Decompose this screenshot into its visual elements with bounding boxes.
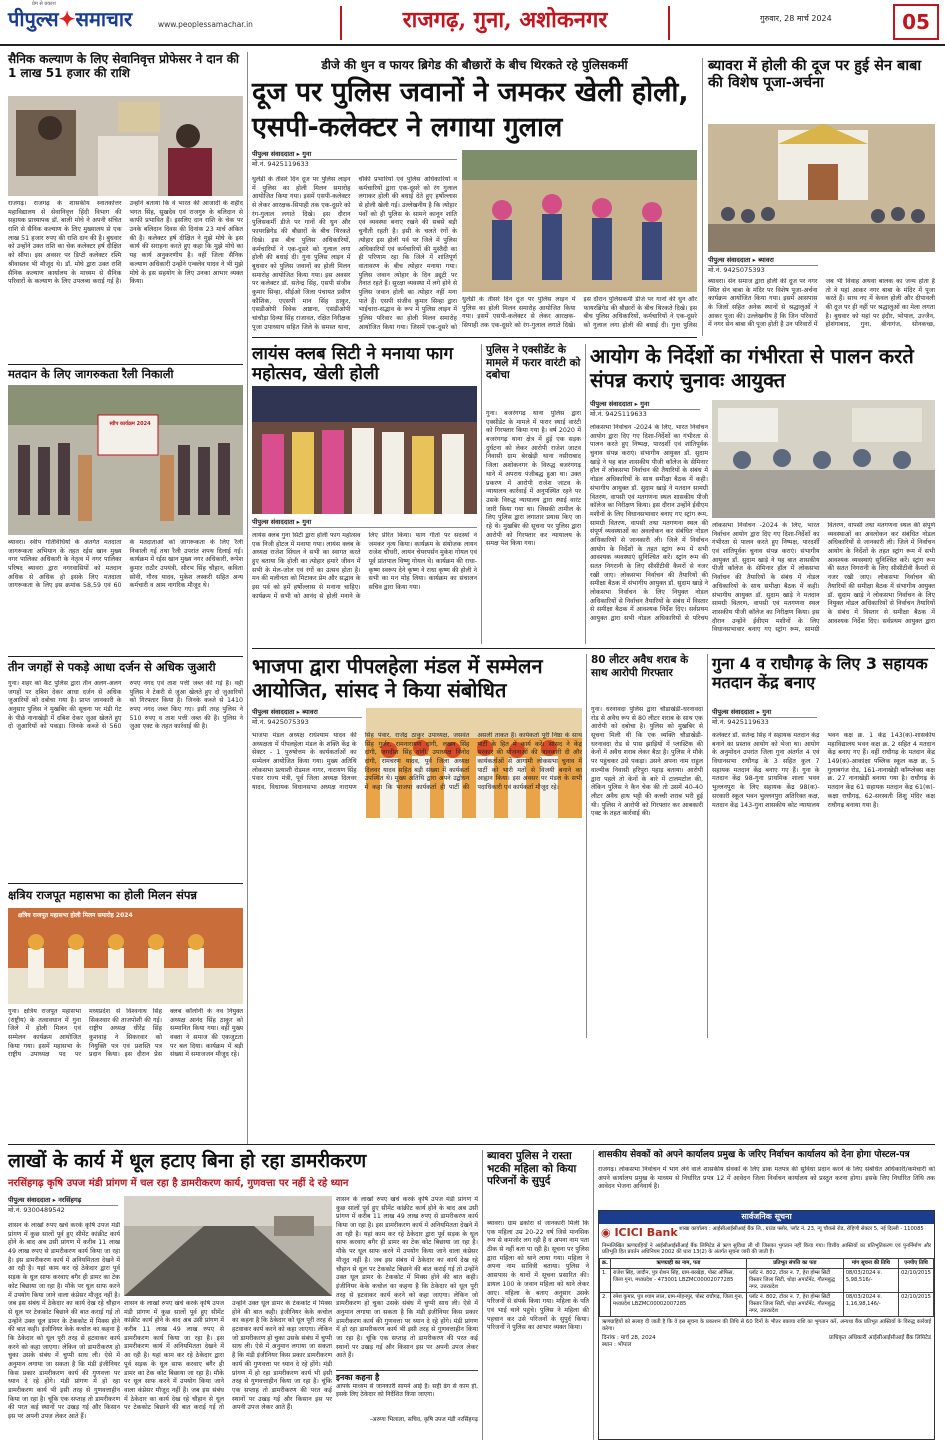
a7-headline: लायंस क्लब सिटी ने मनाया फाग महोत्सव, खेली होली — [252, 344, 454, 385]
divider — [8, 883, 243, 884]
quote-text: आपके माध्यम से जानकारी सामने आई है। सही ढंग से काम हो, इसके लिए ठेकेदार को निर्देशित किया जाएगा। — [336, 1382, 478, 1398]
a2-photo-icon — [8, 385, 243, 535]
divider — [252, 337, 697, 338]
reporter: पीपुल्स संवाददाता — [252, 150, 295, 158]
divider — [8, 1144, 935, 1145]
a10-mobile-line — [252, 718, 362, 727]
notice-date-place — [602, 1335, 656, 1350]
a1-body: राजगढ़। राजगढ़ के शासकीय स्नातकोत्तर महाविद्यालय से सेवानिवृत्त हिंदी विभाग की सहायक प्राध्यापक डॉ. बाली मोघे ने अपनी संचित राशि से सैनिक कल्याण के लिए मुख्यालय से एक लाख 51 हजार रुपए की राशि दान की है। बुधवार को उन्होंने उक्त राशि का चेक कलेक्टर हर्ष दीक्षित को सौंपा। इस अवसर पर डिप्टी कलेक्टर रश्मि श्रीवास्तव भी मौजूद थे। डॉ. मोघे द्वारा उक्त राशि सैनिक कल्याण कार्यालय के माध्यम से सैनिक परिवारों के कल्याण के लिए उपलब्ध कराई गई है। उन्होंने बताया कि वे भारत की आजादी के शहीद भगत सिंह, सुखदेव एवं राजगुरु के बलिदान से काफी प्रभावित हैं। इसलिए दान राशि के चेक पर उनके बलिदान दिवस की दिनांक 23 मार्च अंकित की है। कलेक्टर हर्ष दीक्षित ने मुझे मोघे के इस कार्य की सराहना करते हुए कहा कि मुझे मोघे का यह कार्य अनुकरणीय है। वहीं जिला सैनिक कल्याण अधिकारी उन्होंने एन्क्लेव यादव ने भी मुझे मोघे के इस सहयोग के लिए उनका आभार व्यक्त किया। — [8, 200, 243, 286]
page-number: 05 — [893, 4, 939, 40]
notice-signatory: प्राधिकृत अधिकारी आईसीआईसीआई बैंक लिमिटेड — [829, 1334, 931, 1341]
place: नरसिंहगढ़ — [58, 1196, 82, 1204]
column-rule — [585, 344, 586, 644]
notice-table — [599, 1258, 934, 1317]
place: गुना — [302, 150, 312, 158]
quote-heading: इनका कहना है — [336, 1373, 380, 1382]
a13-body-2: शासन के लाखों रुपए खर्च करके कृषि उपज मंडी प्रांगण में कुछ सालों पूर्व हुए सीमेंट कांक्रीट कार्य होने के बाद अब उसी प्रांगण में करीब 11 लाख 49 लाख रुपए से डामरीकरण कार्य किया जा रहा है। इस डामरीकरण कार्य में अनियमितता देखने में आ रही है। यहां काम कर रहे ठेकेदार द्वारा पूर्व सड़क के धूल साफ करवाए बगैर ही डामर का टेक कोट बिछाया जा रहा है। मौके पर धूल साफ करने में उपयोग किया जाने वाला कंप्रेसर मौजूद नहीं है। जब इस संबंध में ठेकेदार का कार्य देख रहे चौहान से धूल पर टेककोट बिछाने की बात कराई गई तो उन्होंने उक्त धूल डामर के टेककोट में मिक्स होने की बात कही। इंजीनियर केके कचोल का कहना है कि ठेकेदार को धूल पूरी तरह से हटवाकर कार्य करने को कहा जाएगा। लेकिन जो डामरीकरण हो चुका उसके संबंध में चुप्पी साध ली। ऐसे में अनुमान लगाया जा सकता है कि मंडी इंजीनियर किस प्रकार डामरीकरण कार्य की गुणवत्ता पर ध्यान दे रहे होंगे। मंडी प्रांगण में हो रहा डामरीकरण कार्य भी इसी तरह से गुणवत्ताहीन किया जा रहा है। चूंकि एक सप्ताह तो डामरीकरण की परत कई स्थानों पर उखड़ गई और किसान इस पर अपनी उपज लेकर आते हैं। — [124, 1300, 332, 1412]
a4-body: गुना। क्षत्रिय राजपूत महासभा (राष्ट्रीय) के तत्वावधान में गुना जिले में होली मिलन एवं सम्मेलन कार्यक्रम आयोजित किया गया। इसमें महासभा के राष्ट्रीय उपाध्यक्ष पद पर मध्यप्रदेश से विश्वनाथ सिंह सिकरवार की ताजपोशी की गई। राष्ट्रीय अध्यक्ष धीरेंद्र सिंह कुशवाह ने सिकरवार को नियुक्ति पत्र एवं प्रशस्ति पत्र प्रदान किया। इस दौरान प्रेस क्लब कॉलोनी के नव नियुक्त अध्यक्ष आनंद सिंह ठाकुर को सम्मानित किया गया। वहीं मुख्य वक्ता ने समाज की एकजुटता पर बल दिया। कार्यक्रम में बड़ी संख्या में समाजजन मौजूद रहे। — [8, 1008, 243, 1059]
notice-col-header: एनपीए तिथि — [899, 1259, 934, 1269]
logo-right: समाचार — [75, 7, 133, 31]
column-rule — [481, 344, 482, 644]
notice-date: दिनांक : मार्च 28, 2024 — [602, 1334, 656, 1341]
a6-headline: ब्यावरा में होली की दूज पर हुई सेन बाबा की विशेष पूजा-अर्चना — [708, 58, 922, 92]
a5-photo-icon — [462, 150, 697, 292]
a7-photo-icon — [252, 386, 477, 514]
a5-body-1: धुलेंडी के तीसरे दिन दूज पर पुलिस लाइन में पुलिस का होली मिलन समारोह आयोजित किया गया। इसमें एसपी-कलेक्टर से लेकर आरक्षक-सिपाही तक एक-दूसरे को रंग-गुलाल लगाते दिखे। इस दौरान पुलिसकर्मी डीजे पर गानों की धुन और फायरब्रिगेड की बौछारों के बीच थिरकते दिखे। इस बीच पुलिस अधिकारियों, कर्मचारियों ने एक-दूसरे को गुलाल लगा होली की बधाई दी। गुना पुलिस लाइन में बुधवार को पुलिस जवानों का होली मिलन समारोह आयोजित किया गया। इस अवसर पर कलेक्टर डॉ. सतेन्द्र सिंह, एसपी संजीव कुमार सिन्हा, सीईओ जिला पंचायत प्रवीण कौशिक, एएसपी मान सिंह ठाकुर, एसडीओपी विवेक अष्ठाना, एसडीओपी चांचौड़ा दिव्या सिंह राजावत, रक्षित निरीक्षक पूजा उपाध्याय सहित जिले के समस्त थाना, चौकी प्रभारियों एवं पुलिस अधिकारियों व कर्मचारियों द्वारा एक-दूसरे को रंग गुलाल लगाकर होली की बधाई देते हुए हर्षोल्लास से होली खेली गई। उल्लेखनीय है कि त्योहार पर्वों को ही पुलिस के सामने कानून शांति एवं व्यवस्था बनाए रखने की सबसे बड़ी चुनौती रहती है। इसी के चलते रंगों के त्योहार इस होली पर्व पर जिले में पुलिस अधिकारियों एवं कर्मचारियों की मुस्तैदी का ही परिणाम रहा कि जिले में शांतिपूर्ण वातावरण के बीच त्योहार मनाया गया। पुलिस जवान त्योहार के दिन ड्यूटी पर तैनात रहते हैं। सुरक्षा व्यवस्था में लगे होने से पुलिस जवान होली का त्योहार नहीं मना पाते हैं। एसपी संजीव कुमार सिन्हा द्वारा भाईचारा-सद्भाव के रूप में पुलिस लाइन में पुलिस परिवार का होली मिलन समारोह आयोजित किया गया। जिसमें एक-दूसरे को — [252, 176, 457, 331]
a5-kicker: डीजे की धुन व फायर ब्रिगेड की बौछारों के बीच थिरकते रहे पुलिसकर्मी — [321, 58, 628, 72]
a6-photo-icon — [708, 124, 935, 252]
a3-headline: तीन जगहों से पकड़े आधा दर्जन से अधिक जुआरी — [8, 660, 216, 674]
reporter: पीपुल्स संवाददाता — [8, 1196, 51, 1204]
reporter: पीपुल्स संवाददाता — [708, 256, 751, 264]
column-rule — [247, 52, 248, 1144]
table-cell: 08/03/2024 रु. 1,16,98,146/- — [843, 1293, 898, 1317]
column-rule — [586, 654, 587, 1038]
a15-body: राजगढ़। लोकसभा निर्वाचन में भाग लेने वाले शासकीय सेवकों के लिए डाक मतपत्र की सुविधा प्रदान करने के लिए संबंधित अधिकारी/कर्मचारी को अपने कार्यालय प्रमुख के माध्यम से निर्धारित प्रपत्र 12 में आवेदन जिला निर्वाचन कार्यालय को प्रस्तुत करना होगा। इसके लिए निर्धारित तिथि तक आवेदन भेजना अनिवार्य है। — [598, 1166, 935, 1191]
a7-photo — [252, 386, 477, 514]
table-cell: प्लॉट नं. 802, टॉवर न. 7, हेरा होम्स सिटी विस्तार जिला सिटी, थोड़ा अपार्टमेंट, गौतमबुद्ध नगर, उत्तरप्रदेश — [746, 1293, 843, 1317]
public-notice — [598, 1210, 935, 1440]
a13-body: शासन के लाखों रुपए खर्च करके कृषि उपज मंडी प्रांगण में कुछ सालों पूर्व हुए सीमेंट कांक्रीट कार्य होने के बाद अब उसी प्रांगण में करीब 11 लाख 49 लाख रुपए से डामरीकरण कार्य किया जा रहा है। इस डामरीकरण कार्य में अनियमितता देखने में आ रही है। यहां काम कर रहे ठेकेदार द्वारा पूर्व सड़क के धूल साफ करवाए बगैर ही डामर का टेक कोट बिछाया जा रहा है। मौके पर धूल साफ करने में उपयोग किया जाने वाला कंप्रेसर मौजूद नहीं है। जब इस संबंध में ठेकेदार का कार्य देख रहे चौहान से धूल पर टेककोट बिछाने की बात कराई गई तो उन्होंने उक्त धूल डामर के टेककोट में मिक्स होने की बात कही। इंजीनियर केके कचोल का कहना है कि ठेकेदार को धूल पूरी तरह से हटवाकर कार्य करने को कहा जाएगा। लेकिन जो डामरीकरण हो चुका उसके संबंध में चुप्पी साध ली। ऐसे में अनुमान लगाया जा सकता है कि मंडी इंजीनियर किस प्रकार डामरीकरण कार्य की गुणवत्ता पर ध्यान दे रहे होंगे। मंडी प्रांगण में हो रहा डामरीकरण कार्य भी इसी तरह से गुणवत्ताहीन किया जा रहा है। चूंकि एक सप्ताह तो डामरीकरण की परत कई स्थानों पर उखड़ गई और किसान इस पर अपनी उपज लेकर आते हैं। — [8, 1222, 120, 1421]
reporter: पीपुल्स संवाददाता — [590, 400, 633, 408]
a9-mobile-line — [590, 410, 700, 419]
reporter: पीपुल्स संवाददाता — [712, 708, 755, 716]
notice-col-header: मांग सूचना की तिथि — [843, 1259, 898, 1269]
reporter: पीपुल्स संवाददाता — [252, 518, 295, 526]
notice-bank-row — [599, 1224, 934, 1243]
a5-body-2: धुलेंडी के तीसरे दिन दूज पर पुलिस लाइन में पुलिस का होली मिलन समारोह आयोजित किया गया। इसमें एसपी-कलेक्टर से लेकर आरक्षक-सिपाही तक एक-दूसरे को रंग-गुलाल लगाते दिखे। इस दौरान पुलिसकर्मी डीजे पर गानों की धुन और फायरब्रिगेड की बौछारों के बीच थिरकते दिखे। इस बीच पुलिस अधिकारियों, कर्मचारियों ने एक-दूसरे को गुलाल लगा होली की बधाई दी। गुना पुलिस — [462, 296, 697, 330]
a13-mobile-line — [8, 1206, 118, 1215]
a2-photo — [8, 385, 243, 535]
a8-body: गुना। बजरंगगढ़ थाना पुलिस द्वारा एक्सीडेंट के मामले में फरार स्थाई वारंटी को गिरफ्तार किया गया है। वर्ष 2020 में बजरंगगढ़ थाना क्षेत्र में हुई एक सड़क दुर्घटना को लेकर आरोपी राजेश जाटव निवासी ग्राम बेरखेड़ी थाना नसीराबाद जिला अशोकनगर के विरुद्ध बजरंगगढ़ थाने में अपराध पंजीबद्ध हुआ था। उक्त प्रकरण में आरोपी राजेश जाटव के न्यायालय कार्रवाई में अनुपस्थित रहने पर उसके विरुद्ध न्यायालय द्वारा स्थाई वारंट जारी किया गया था। जिसकी तामील के लिए पुलिस द्वारा लगातार प्रयास किए जा रहे थे। मुखबिर की सूचना पर पुलिस द्वारा आरोपी को गिरफ्तार कर न्यायालय के समक्ष पेश किया गया। — [486, 410, 581, 548]
table-cell: प्लॉट नं. 802, टॉवर न. 7, हेरा होम्स सिटी विस्तार जिला सिटी, थोड़ा अपार्टमेंट, गौतमबुद्ध नगर, उत्तरप्रदेश — [746, 1269, 843, 1293]
a12-body: कलेक्टर डॉ. सतेन्द्र सिंह ने सहायक मतदान केंद्र बनाने का प्रस्ताव आयोग को भेजा था। आयोग के अनुमोदन उपरांत जिला गुना अंतर्गत 4 एवं विधानसभा राघौगढ़ के 3 सहित कुल 7 सहायक मतदान केंद्र बनाए गए हैं। गुना के मतदान केंद्र 98-गुना प्राथमिक शाला भवन भुल्लनपुरा के लिए सहायक केंद्र 98(क)-सरकारी स्कूल भवन भुल्लनपुरा अतिरिक्त कक्ष, मतदान केंद्र 143-गुना शासकीय कोट न्यायालय भवन कक्ष क्र. 1 केंद्र 143(क)-शासकीय महाविद्यालय भवन कक्ष क्र. 2 सहित 4 मतदान केंद्र बनाए गए हैं। वहीं राघौगढ़ के मतदान केंद्र 149(क)-आकांक्षा पब्लिक स्कूल कक्ष क्र. 5 गुलाबगंज रोड, 161-नानाखेड़ी कॉम्प्लेक्स कक्ष क्र. 27 नानाखेड़ी बनाया गया है। राघौगढ़ के मतदान केंद्र 61 सहायक मतदान केंद्र 61(क)-कक्षा राघौगढ़, 62-सरस्वती शिशु मंदिर कक्ष राघौगढ़ बनाया गया है। — [712, 732, 935, 809]
a5-mobile-line — [252, 160, 457, 169]
a13-quote-box — [336, 1370, 478, 1440]
a13-headline: लाखों के कार्य में धूल हटाए बिना हो रहा डामरीकरण — [8, 1150, 367, 1172]
a4-photo-icon — [8, 908, 243, 1004]
mobile-number: मो.नं. 9425075393 — [252, 718, 309, 726]
a9-byline: पीपुल्स संवाददाता ▸ गुना — [590, 400, 700, 410]
table-cell: 2. — [600, 1293, 611, 1317]
notice-footer: ऋणग्राहियों को सलाह दी जाती है कि वे इस सूचना के प्रकाशन की तिथि से 60 दिनों के भीतर बकाया राशि का भुगतान करें, अन्यथा बैंक प्रतिभूत आस्तियों के विरुद्ध कार्रवाई करेगा। — [602, 1319, 931, 1332]
mobile-number: मो.नं. 9300489542 — [8, 1206, 65, 1214]
a2-headline: मतदान के लिए जागरुकता रैली निकाली — [8, 367, 174, 381]
a10-byline: पीपुल्स संवाददाता ▸ ब्यावरा — [252, 708, 362, 718]
a5-byline: पीपुल्स संवाददाता ▸ गुना — [252, 150, 457, 160]
a9-photo-icon — [712, 400, 935, 518]
table-cell: 02/10/2015 — [899, 1269, 934, 1293]
divider — [8, 656, 243, 657]
notice-heading: सार्वजनिक सूचना — [599, 1211, 934, 1224]
newspaper-logo[interactable] — [8, 6, 132, 33]
a2-banner-text: स्वीप कार्यक्रम 2024 — [109, 421, 151, 427]
bank-branch: शाखा कार्यालय : आईसीआईसीआई बैंक लि., ग्राउंड फ्लोर, प्लॉट नं. 23, न्यू चौकसे रोड, रोहिणी सेक्टर 5, नई दिल्ली - 110085 — [679, 1225, 924, 1232]
a9-photo — [712, 400, 935, 518]
table-cell: 02/10/2015 — [899, 1293, 934, 1317]
a9-body: लोकसभा निर्वाचन -2024 के लिए, भारत निर्वाचन आयोग द्वारा दिए गए दिशा-निर्देशों का गंभीरता से पालन करते हुए निष्पक्ष, पारदर्शी एवं शांतिपूर्वक चुनाव संपन्न कराएं। संभागीय आयुक्त डॉ. सुदाम खाड़े ने यह बात शासकीय पीजी कॉलेज के सेमिनार हॉल में लोकसभा निर्वाचन की तैयारियों के संबंध में नोडल अधिकारियों के साथ समीक्षा बैठक में कही। संभागीय आयुक्त डॉ. सुदाम खाड़े ने मतदान सामग्री वितरण, वापसी एवं मतगणना स्थल शासकीय पीजी कॉलेज का निरीक्षण किया। इस दौरान उन्होंने ईवीएम मशीनों के लिए विधानसभावार बनाए गए स्ट्रांग रूम, सामग्री वितरण, वापसी तथा मतगणना स्थल की संपूर्ण व्यवस्थाओं का अवलोकन कर संबंधित नोडल अधिकारियों से जानकारी ली। जिले में निर्वाचन आयोग के निर्देशों के तहत स्ट्रांग रूम में सभी आवश्यक व्यवस्थाएं सुनिश्चित करें। स्ट्रांग रूम की सतत निगरानी के लिए सीसीटीवी कैमरों से नजर रखी जाए। लोकसभा निर्वाचन की तैयारियों की समीक्षा बैठक में संभागीय आयुक्त डॉ. सुदाम खाड़े ने लोकसभा निर्वाचन के लिए नियुक्त नोडल अधिकारियों से निर्वाचन तैयारियों के संबंध में विस्तार से समीक्षा बैठक में आवश्यक निर्देश दिए। सर्वप्रथम आयुक्त द्वारा सभी नोडल अधिकारियों से परिचय — [590, 424, 708, 623]
a13-byline: पीपुल्स संवाददाता ▸ नरसिंहगढ़ — [8, 1196, 118, 1206]
a13-body-3: शासन के लाखों रुपए खर्च करके कृषि उपज मंडी प्रांगण में कुछ सालों पूर्व हुए सीमेंट कांक्रीट कार्य होने के बाद अब उसी प्रांगण में करीब 11 लाख 49 लाख रुपए से डामरीकरण कार्य किया जा रहा है। इस डामरीकरण कार्य में अनियमितता देखने में आ रही है। यहां काम कर रहे ठेकेदार द्वारा पूर्व सड़क के धूल साफ करवाए बगैर ही डामर का टेक कोट बिछाया जा रहा है। मौके पर धूल साफ करने में उपयोग किया जाने वाला कंप्रेसर मौजूद नहीं है। जब इस संबंध में ठेकेदार का कार्य देख रहे चौहान से धूल पर टेककोट बिछाने की बात कराई गई तो उन्होंने उक्त धूल डामर के टेककोट में मिक्स होने की बात कही। इंजीनियर केके कचोल का कहना है कि ठेकेदार को धूल पूरी तरह से हटवाकर कार्य करने को कहा जाएगा। लेकिन जो डामरीकरण हो चुका उसके संबंध में चुप्पी साध ली। ऐसे में अनुमान लगाया जा सकता है कि मंडी इंजीनियर किस प्रकार डामरीकरण कार्य की गुणवत्ता पर ध्यान दे रहे होंगे। मंडी प्रांगण में हो रहा डामरीकरण कार्य भी इसी तरह से गुणवत्ताहीन किया जा रहा है। चूंकि एक सप्ताह तो डामरीकरण की परत कई स्थानों पर उखड़ गई और किसान इस पर अपनी उपज लेकर आते हैं। — [336, 1196, 478, 1360]
table-cell: रमेश कुमार, पुत्र श्याम लाल, ग्राम-मोहनपुर, पोस्ट राघौगढ़, जिला गुना, मध्यप्रदेश LBZMC00002007285 — [610, 1293, 746, 1317]
a11-headline: 80 लीटर अवैध शराब के साथ आरोपी गिरफ्तार — [591, 654, 689, 679]
mobile-number: मो.नं. 9425119633 — [712, 718, 769, 726]
a12-mobile-line — [712, 718, 817, 727]
column-rule — [707, 654, 708, 1038]
divider — [8, 364, 243, 365]
tagline: प्रेम से प्रकाश — [32, 1, 56, 7]
table-row — [600, 1269, 934, 1293]
a4-banner-text: क्षत्रिय राजपूत महासभा होली मिलन समारोह 2024 — [18, 912, 133, 919]
a10-headline: भाजपा द्वारा पीपलहेला मंडल में सम्मेलन आयोजित, सांसद ने किया संबोधित — [252, 654, 543, 702]
a6-photo — [708, 124, 935, 252]
mobile-number: मो.नं. 9425119633 — [252, 160, 309, 168]
table-cell: 1. — [600, 1269, 611, 1293]
a13-subtitle: नरसिंहगढ़ कृषि उपज मंडी प्रांगण में चल रहा है डामरीकरण कार्य, गुणवत्ता पर नहीं दे रहे ध्यान — [8, 1178, 349, 1189]
notice-col-header: प्रतिभूत संपत्ति का पता — [746, 1259, 843, 1269]
a6-body: ब्यावरा। सेन समाज द्वारा होली की दूज पर नगर स्थित सेन बाबा के मंदिर पर विशेष पूजा-अर्चना कार्यक्रम आयोजित किया गया। इसमें आसपास के जिलों सहित अनेक स्थानों से श्रद्धालुओं ने आकर पूजा की। उल्लेखनीय है कि जिन परिवारों में नगर सेन बाबा की पूजा होती है उन परिवारों में जब भी विवाह अथवा बालक का जन्म होता है तो वे यहां आकर नगर बाबा के मंदिर में पूजा करते हैं। साथ नए में केवल होली और दीपावली की दूज पर ही नहीं पर श्रद्धालुओं का मेला लगता है। बुधवार को यहां पर इंदौर, भोपाल, उज्जैन, होशंगाबाद, गुना, बीनागंज, सोनकच्छ, — [708, 278, 935, 329]
bank-logo — [601, 1226, 679, 1241]
a1-headline: सैनिक कल्याण के लिए सेवानिवृत्त प्रोफेसर ने दान की 1 लाख 51 हजार की राशि — [8, 52, 240, 81]
quote-author: -अरुणा भिलाला, सचिव, कृषि उपज मंडी नरसिंहगढ़ — [370, 1416, 478, 1423]
notice-table-header — [600, 1259, 934, 1269]
masthead — [0, 0, 945, 46]
mobile-number: मो.नं. 9425075393 — [708, 266, 765, 274]
column-rule — [702, 58, 703, 336]
a14-body: ब्यावरा। ग्राम ढकोरा से जानकारी मिली कि एक महिला उम्र 20-22 वर्ष जिसे मानसिक रूप से कमजोर लग रही है व अपना नाम पता ठीक से नहीं बता पा रही है। सूचना पर पुलिस द्वारा महिला को थाने लाया गया। महिला ने अपना नाम सावित्री बताया। पुलिस ने आसपास के थानों में सूचना प्रसारित की। डायल 100 के जवान महिला को थाने लेकर आए। महिला के बताए अनुसार उसके परिजनों से संपर्क किया गया। महिला के पति एवं भाई थाने पहुंचे। पुलिस ने महिला की पहचान कर उसे परिजनों के सुपुर्द किया। परिजनों ने पुलिस का आभार व्यक्त किया। — [487, 1220, 589, 1332]
a5-headline: दूज पर पुलिस जवानों ने जमकर खेली होली, एसपी-कलेक्टर ने लगाया गुलाल — [252, 77, 689, 143]
place: गुना — [762, 708, 772, 716]
a4-photo — [8, 908, 243, 1004]
a10-body: भाजपा मंडल अध्यक्ष राधेश्याम यादव की अध्यक्षता में पीपलहेला मंडल के शक्ति केंद्र के सेक्टर - 1 पुरुषोत्तम के कार्यकर्ताओं का सम्मेलन आयोजित किया गया। मुख्य अतिथि लोकसभा प्रत्याशी रोडमल नागर, नारायण सिंह पंवार राज्य मंत्री, पूर्व जिला अध्यक्ष दिलवर यादव, विधायक विधानसभा अध्यक्ष नारायण सिंह पंवार, राजेंद्र ठाकुर उपाध्यक्ष, जसवंत सिंह गुर्जर, रामनारायण दांगी, लखन सिंह दांगी, जगदीश सिंह दांगी, उपाध्यक्ष विनोद दांगी, रामचरण यादव, पूर्व जिला अध्यक्ष दिलवर यादव सहित बड़ी संख्या में कार्यकर्ता उपस्थित थे। मुख्य अतिथि द्वारा अपने उद्बोधन में कहा कि भाजपा कार्यकर्ता ही पार्टी की असली ताकत हैं। कार्यकर्ता पूरी निष्ठा के साथ पार्टी के हित में कार्य करें। सांसद ने केंद्र सरकार की योजनाओं की जानकारी दी और कार्यकर्ताओं से आगामी लोकसभा चुनाव में पार्टी को भारी मतों से विजयी बनाने का आह्वान किया। इस अवसर पर मंडल के सभी पदाधिकारी एवं कार्यकर्ता मौजूद रहे। — [252, 732, 582, 792]
column-rule — [482, 1150, 483, 1440]
region-title: राजगढ़, गुना, अशोकनगर — [340, 6, 670, 40]
issue-date: गुरुवार, 28 मार्च 2024 — [760, 14, 832, 23]
place: गुना — [302, 518, 312, 526]
notice-col-header: क्र. — [600, 1259, 611, 1269]
bank-name: ICICI Bank — [614, 1225, 678, 1239]
a1-photo — [8, 96, 243, 196]
place: ब्यावरा — [302, 708, 318, 716]
a9-body-2: लोकसभा निर्वाचन -2024 के लिए, भारत निर्वाचन आयोग द्वारा दिए गए दिशा-निर्देशों का गंभीरता से पालन करते हुए निष्पक्ष, पारदर्शी एवं शांतिपूर्वक चुनाव संपन्न कराएं। संभागीय आयुक्त डॉ. सुदाम खाड़े ने यह बात शासकीय पीजी कॉलेज के सेमिनार हॉल में लोकसभा निर्वाचन की तैयारियों के संबंध में नोडल अधिकारियों के साथ समीक्षा बैठक में कही। संभागीय आयुक्त डॉ. सुदाम खाड़े ने मतदान सामग्री वितरण, वापसी एवं मतगणना स्थल शासकीय पीजी कॉलेज का निरीक्षण किया। इस दौरान उन्होंने ईवीएम मशीनों के लिए विधानसभावार बनाए गए स्ट्रांग रूम, सामग्री वितरण, वापसी तथा मतगणना स्थल की संपूर्ण व्यवस्थाओं का अवलोकन कर संबंधित नोडल अधिकारियों से जानकारी ली। जिले में निर्वाचन आयोग के निर्देशों के तहत स्ट्रांग रूम में सभी आवश्यक व्यवस्थाएं सुनिश्चित करें। स्ट्रांग रूम की सतत निगरानी के लिए सीसीटीवी कैमरों से नजर रखी जाए। लोकसभा निर्वाचन की तैयारियों की समीक्षा बैठक में संभागीय आयुक्त डॉ. सुदाम खाड़े ने लोकसभा निर्वाचन के लिए नियुक्त नोडल अधिकारियों से निर्वाचन तैयारियों के संबंध में विस्तार से समीक्षा बैठक में आवश्यक निर्देश दिए। सर्वप्रथम आयुक्त द्वारा — [712, 522, 935, 634]
a7-byline: पीपुल्स संवाददाता ▸ गुना — [252, 518, 477, 528]
bank-logo-icon: ◉ — [601, 1225, 611, 1239]
notice-intro: निम्नलिखित ऋणग्राहियों ने आईसीआईसीआई बैंक लिमिटेड से ऋण सुविधा ली थी जिसका भुगतान नहीं किया गया। वित्तीय आस्तियों का प्रतिभूतिकरण एवं पुनर्निर्माण और प्रतिभूति हित प्रवर्तन अधिनियम 2002 की धारा 13(2) के अंतर्गत सूचना जारी की जाती है। — [602, 1242, 931, 1256]
a15-headline: शासकीय सेवकों को अपने कार्यालय प्रमुख के जरिए निर्वाचन कार्यालय को देना होगा पोस्टल-पत्र — [598, 1150, 910, 1160]
divider — [252, 648, 935, 649]
place: गुना — [640, 400, 650, 408]
table-cell: 08/03/2024 रु. 5,98,516/- — [843, 1269, 898, 1293]
notice-table-body — [600, 1269, 934, 1317]
a12-headline: गुना 4 व राघौगढ़ के लिए 3 सहायक मतदान केंद्र बनाए — [712, 654, 928, 693]
a6-byline: पीपुल्स संवाददाता ▸ ब्यावरा — [708, 256, 818, 266]
a13-photo-icon — [124, 1196, 332, 1296]
place: ब्यावरा — [758, 256, 774, 264]
a4-headline: क्षत्रिय राजपूत महासभा का होली मिलन संपन्न — [8, 888, 197, 902]
website-link[interactable]: www.peoplessamachar.in — [158, 20, 253, 29]
table-row — [600, 1293, 934, 1317]
a12-byline: पीपुल्स संवाददाता ▸ गुना — [712, 708, 817, 718]
a14-headline: ब्यावरा पुलिस ने रास्ता भटकी महिला को किया परिजनों के सुपुर्द — [487, 1150, 577, 1188]
column-rule — [593, 1150, 594, 1440]
a1-photo-icon — [8, 96, 243, 196]
a3-body: गुना। शहर को कैंट पुलिस द्वारा तीन अलग-अलग जगहों पर दबिश देकर आधा दर्जन से अधिक जुआरियों को दबोचा गया है। प्राप्त जानकारी के अनुसार पुलिस ने मुखबिर की सूचना पर मंडी गेट के पीछे नानाखेड़ी में दबिश देकर जुआ खेलते हुए दो जुआरियों को पकड़ा। जिनके कब्जे से 560 रुपए नगद एवं ताश पत्ती जब्त की गई है। वहीं पुलिस ने टेकरी से जुआ खेलते हुए दो जुआरियों को गिरफ्तार किया है। जिनके कब्जे से 1410 रुपए नगद जब्त किए गए। इसी तरह पुलिस ने 510 रुपए व ताश पत्ती जब्त की है। पुलिस ने जुआ एक्ट के तहत कार्रवाई की है। — [8, 680, 243, 731]
a5-photo — [462, 150, 697, 292]
a9-headline: आयोग के निर्देशों का गंभीरता से पालन करते संपन्न कराएं चुनावः आयुक्त — [590, 344, 914, 392]
logo-separator-icon: ✦ — [58, 7, 76, 31]
notice-sign-row — [599, 1335, 934, 1350]
a6-mobile-line — [708, 266, 818, 275]
a13-photo — [124, 1196, 332, 1296]
reporter: पीपुल्स संवाददाता — [252, 708, 295, 716]
mobile-number: मो.नं. 9425119633 — [590, 410, 647, 418]
notice-col-header: ऋणग्राही का नाम, पता — [610, 1259, 746, 1269]
a2-body: ब्यावरा। स्वीप गतिविधियों के अंतर्गत मतदाता जागरूकता अभियान के तहत रईस खान मुख्य नगर पालिका अधिकारी के नेतृत्व में नगर पालिका परिषद ब्यावरा द्वारा नगरवासियों को मतदान अधिक से अधिक हो इसके लिए मतदाता जागरूकता के लिए इस क्रमांक 58,59 एवं 60 के मतदाताओं को जागरूकता के लिए रैली निकाली गई तथा रैली उपरांत शपथ दिलाई गई। कार्यक्रम में रईस खान मुख्य नगर अधिकारी, रूपेश कुमार राठौर उपयंत्री, सौरभ सिंह चौहान, कविता सोनी, गौरव यादव, मुकेश लस्करी सहित अन्य कर्मचारी व आम नागरिक मौजूद थे। — [8, 539, 243, 590]
a11-body: गुना। धरनावदा पुलिस द्वारा चौडाखेडी-धरनावदा रोड से अवैध रूप से 80 लीटर शराब के साथ एक आरोपी को दबोचा है। पुलिस को मुखबिर से सूचना मिली थी कि एक व्यक्ति चौडाखेडी-धरनावदा रोड से पास झाड़ियों में प्लास्टिक की केनों में अवैध शराब लेकर बैठा है। पुलिस ने मौके पर पहुंचकर उसे पकड़ा। उसने अपना नाम राहुल वाल्मीक निवासी हरिपुरा पहाड़ बताया। आरोपी द्वारा पहले तो केनों के बारे में टालमटोल की, लेकिन पुलिस ने कैन चेक की तो उसमें 40-40 लीटर अवैध हाथ भट्टी की कच्ची शराब भरी हुई थी। पुलिस ने आरोपी को गिरफ्तार कर आबकारी एक्ट के तहत कार्रवाई की। — [591, 706, 703, 818]
a7-body: लायंस क्लब गुना सिटी द्वारा होली फाग महोत्सव एक निजी होटल में मनाया गया। लायंस क्लब के अध्यक्ष राजेश सिंघल ने सभी का स्वागत करते हुए बताया कि होली का त्योहार हमारे जीवन में सभी के मेल-जोल एवं रंगों का उत्सव होता है। मन की मलीनता को मिटाकर प्रेम और सद्भाव के इस पर्व को हमें हर्षोल्लास से मनाना चाहिए। कार्यक्रम में सभी को आनंद से होली मनाने के लिए प्रेरित किया। फाग गीतों पर सदस्यों ने जमकर नृत्य किया। कार्यक्रम के संयोजक लायन राजेश चौधरी, लायन चेयरपर्सन मुकेश गोयल एवं पूर्व प्रांतपाल विष्णु गोयल थे। कार्यक्रम की राधा-कृष्ण स्वरूप देने कृष्ण ने राधा कृष्ण की होली ने सभी का मन मोह लिया। कार्यक्रम का संचालन सचिव द्वारा किया गया। — [252, 532, 477, 600]
logo-left: पीपुल्स — [8, 7, 59, 31]
a8-headline: पुलिस ने एक्सीडेंट के मामले में फरार वारंटी को दबोचा — [486, 344, 581, 382]
notice-place: स्थान : भोपाल — [602, 1342, 632, 1349]
table-cell: राजेश सिंह, जादौन, पुत्र रोशन सिंह, ग्राम-बरखेड़ा, पोस्ट ऑफिस, जिला गुना, मध्यप्रदेश - 473001 LBZMC00002077285 — [610, 1269, 746, 1293]
